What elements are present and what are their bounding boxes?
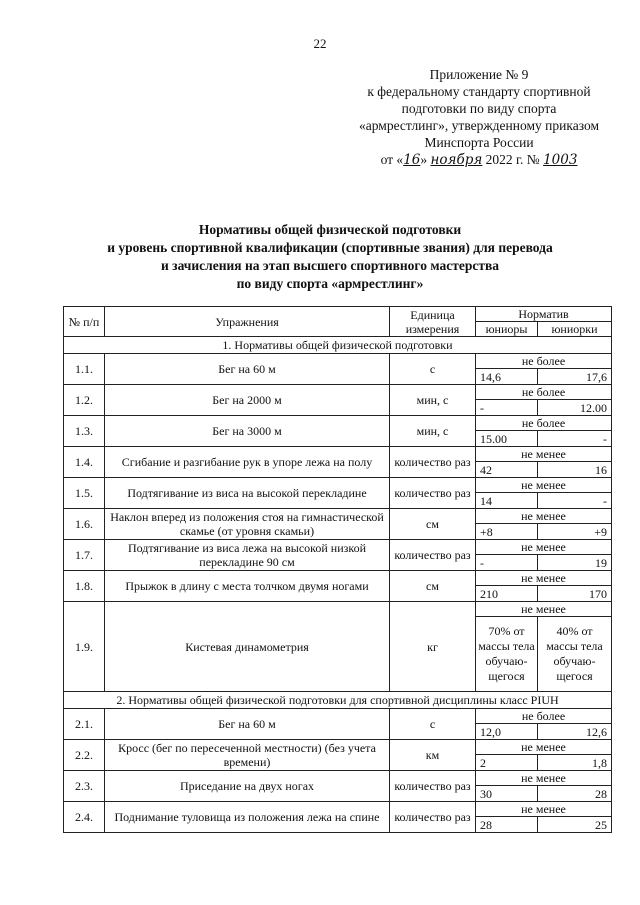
row-juniors-value: 210 — [476, 586, 538, 602]
row-exercise: Бег на 2000 м — [105, 385, 390, 416]
row-unit: кг — [390, 602, 476, 692]
table-row — [64, 354, 612, 369]
row-unit: с — [390, 354, 476, 385]
row-juniors-value: 30 — [476, 786, 538, 802]
row-number: 1.2. — [64, 385, 105, 416]
appendix-line: Минспорта России — [424, 135, 534, 150]
row-unit: см — [390, 509, 476, 540]
row-number: 1.8. — [64, 571, 105, 602]
row-number: 1.7. — [64, 540, 105, 571]
section-title: 1. Нормативы общей физической подготовки — [64, 337, 612, 354]
table-row — [64, 385, 612, 400]
row-number: 1.9. — [64, 602, 105, 692]
row-unit: мин, с — [390, 385, 476, 416]
row-number: 1.1. — [64, 354, 105, 385]
row-exercise: Прыжок в длину с места толчком двумя ногами — [105, 571, 390, 602]
section-row — [64, 692, 612, 709]
table-row — [64, 509, 612, 524]
row-number: 1.4. — [64, 447, 105, 478]
row-criterion: не менее — [476, 740, 612, 755]
document-title — [60, 221, 600, 293]
row-juniors-value: - — [476, 555, 538, 571]
row-exercise: Подтягивание из виса лежа на высокой низкой перекладине 90 см — [105, 540, 390, 571]
row-unit: см — [390, 571, 476, 602]
header-norm: Норматив — [476, 307, 612, 322]
row-juniorki-value: 19 — [538, 555, 612, 571]
title-line: и зачисления на этап высшего спортивного мастерства — [160, 258, 499, 273]
row-juniorki-value: 40% от массы тела обучаю-щегося — [538, 617, 612, 692]
table-row — [64, 416, 612, 431]
row-juniorki-value: - — [538, 493, 612, 509]
row-juniors-value: 2 — [476, 755, 538, 771]
row-unit: количество раз — [390, 478, 476, 509]
row-juniorki-value: 12,6 — [538, 724, 612, 740]
row-juniors-value: 14,6 — [476, 369, 538, 385]
row-exercise: Бег на 60 м — [105, 354, 390, 385]
handwritten-month: ноября — [430, 152, 483, 168]
row-number: 1.5. — [64, 478, 105, 509]
row-criterion: не менее — [476, 602, 612, 617]
row-unit: количество раз — [390, 447, 476, 478]
row-exercise: Подтягивание из виса на высокой перекладине — [105, 478, 390, 509]
table-row — [64, 740, 612, 755]
row-juniors-value: +8 — [476, 524, 538, 540]
row-juniorki-value: 16 — [538, 462, 612, 478]
handwritten-day: 16 — [403, 152, 421, 168]
row-juniorki-value: 28 — [538, 786, 612, 802]
handwritten-order-number: 1003 — [543, 152, 578, 168]
row-exercise: Наклон вперед из положения стоя на гимнастической скамье (от уровня скамьи) — [105, 509, 390, 540]
row-criterion: не более — [476, 354, 612, 369]
row-unit: мин, с — [390, 416, 476, 447]
row-juniors-value: 70% от массы тела обучаю-щегося — [476, 617, 538, 692]
section-row — [64, 337, 612, 354]
row-number: 2.2. — [64, 740, 105, 771]
table-row — [64, 447, 612, 462]
appendix-title: Приложение № 9 — [429, 67, 529, 82]
appendix-line: подготовки по виду спорта — [401, 101, 557, 116]
row-unit: количество раз — [390, 771, 476, 802]
row-unit: количество раз — [390, 540, 476, 571]
row-exercise: Кистевая динамометрия — [105, 602, 390, 692]
row-criterion: не менее — [476, 478, 612, 493]
row-exercise: Кросс (бег по пересеченной местности) (без учета времени) — [105, 740, 390, 771]
row-criterion: не более — [476, 385, 612, 400]
norms-table — [63, 306, 612, 833]
row-criterion: не более — [476, 416, 612, 431]
row-juniors-value: 42 — [476, 462, 538, 478]
header-unit: Единица измерения — [390, 307, 476, 337]
appendix-line: «армрестлинг», утвержденному приказом — [358, 118, 599, 133]
title-line: по виду спорта «армрестлинг» — [236, 276, 424, 291]
row-exercise: Бег на 3000 м — [105, 416, 390, 447]
table-row — [64, 540, 612, 555]
appendix-line: к федеральному стандарту спортивной — [367, 84, 591, 99]
row-juniorki-value: +9 — [538, 524, 612, 540]
title-line: и уровень спортивной квалификации (спортивные звания) для перевода — [107, 240, 553, 255]
table-row — [64, 802, 612, 817]
row-juniorki-value: 25 — [538, 817, 612, 833]
row-juniorki-value: 170 — [538, 586, 612, 602]
row-unit: км — [390, 740, 476, 771]
row-juniors-value: 28 — [476, 817, 538, 833]
row-criterion: не менее — [476, 771, 612, 786]
header-juniors: юниоры — [476, 322, 538, 337]
row-juniorki-value: 1,8 — [538, 755, 612, 771]
table-row — [64, 602, 612, 617]
row-number: 2.1. — [64, 709, 105, 740]
row-juniors-value: - — [476, 400, 538, 416]
table-row — [64, 571, 612, 586]
appendix-block — [338, 66, 620, 169]
row-criterion: не менее — [476, 540, 612, 555]
row-criterion: не менее — [476, 571, 612, 586]
row-criterion: не менее — [476, 509, 612, 524]
row-number: 2.4. — [64, 802, 105, 833]
row-juniors-value: 12,0 — [476, 724, 538, 740]
header-num: № п/п — [64, 307, 105, 337]
row-number: 1.6. — [64, 509, 105, 540]
row-exercise: Бег на 60 м — [105, 709, 390, 740]
table-row — [64, 709, 612, 724]
appendix-date-line — [338, 151, 620, 169]
row-exercise: Приседание на двух ногах — [105, 771, 390, 802]
row-juniors-value: 14 — [476, 493, 538, 509]
row-criterion: не менее — [476, 802, 612, 817]
section-title: 2. Нормативы общей физической подготовки для спортивной дисциплины класс PIUH — [64, 692, 612, 709]
row-juniorki-value: - — [538, 431, 612, 447]
table-row — [64, 478, 612, 493]
date-year: 2022 г. № — [485, 152, 540, 167]
table-row — [64, 771, 612, 786]
row-number: 1.3. — [64, 416, 105, 447]
header-juniorki: юниорки — [538, 322, 612, 337]
row-criterion: не более — [476, 709, 612, 724]
title-line: Нормативы общей физической подготовки — [198, 222, 462, 237]
date-mid: » — [420, 152, 428, 167]
date-prefix: от « — [380, 152, 404, 167]
row-unit: количество раз — [390, 802, 476, 833]
row-criterion: не менее — [476, 447, 612, 462]
row-exercise: Сгибание и разгибание рук в упоре лежа на полу — [105, 447, 390, 478]
row-juniors-value: 15.00 — [476, 431, 538, 447]
row-juniorki-value: 17,6 — [538, 369, 612, 385]
page-number: 22 — [313, 36, 327, 51]
row-juniorki-value: 12.00 — [538, 400, 612, 416]
header-exercise: Упражнения — [105, 307, 390, 337]
row-number: 2.3. — [64, 771, 105, 802]
row-exercise: Поднимание туловища из положения лежа на спине — [105, 802, 390, 833]
row-unit: с — [390, 709, 476, 740]
